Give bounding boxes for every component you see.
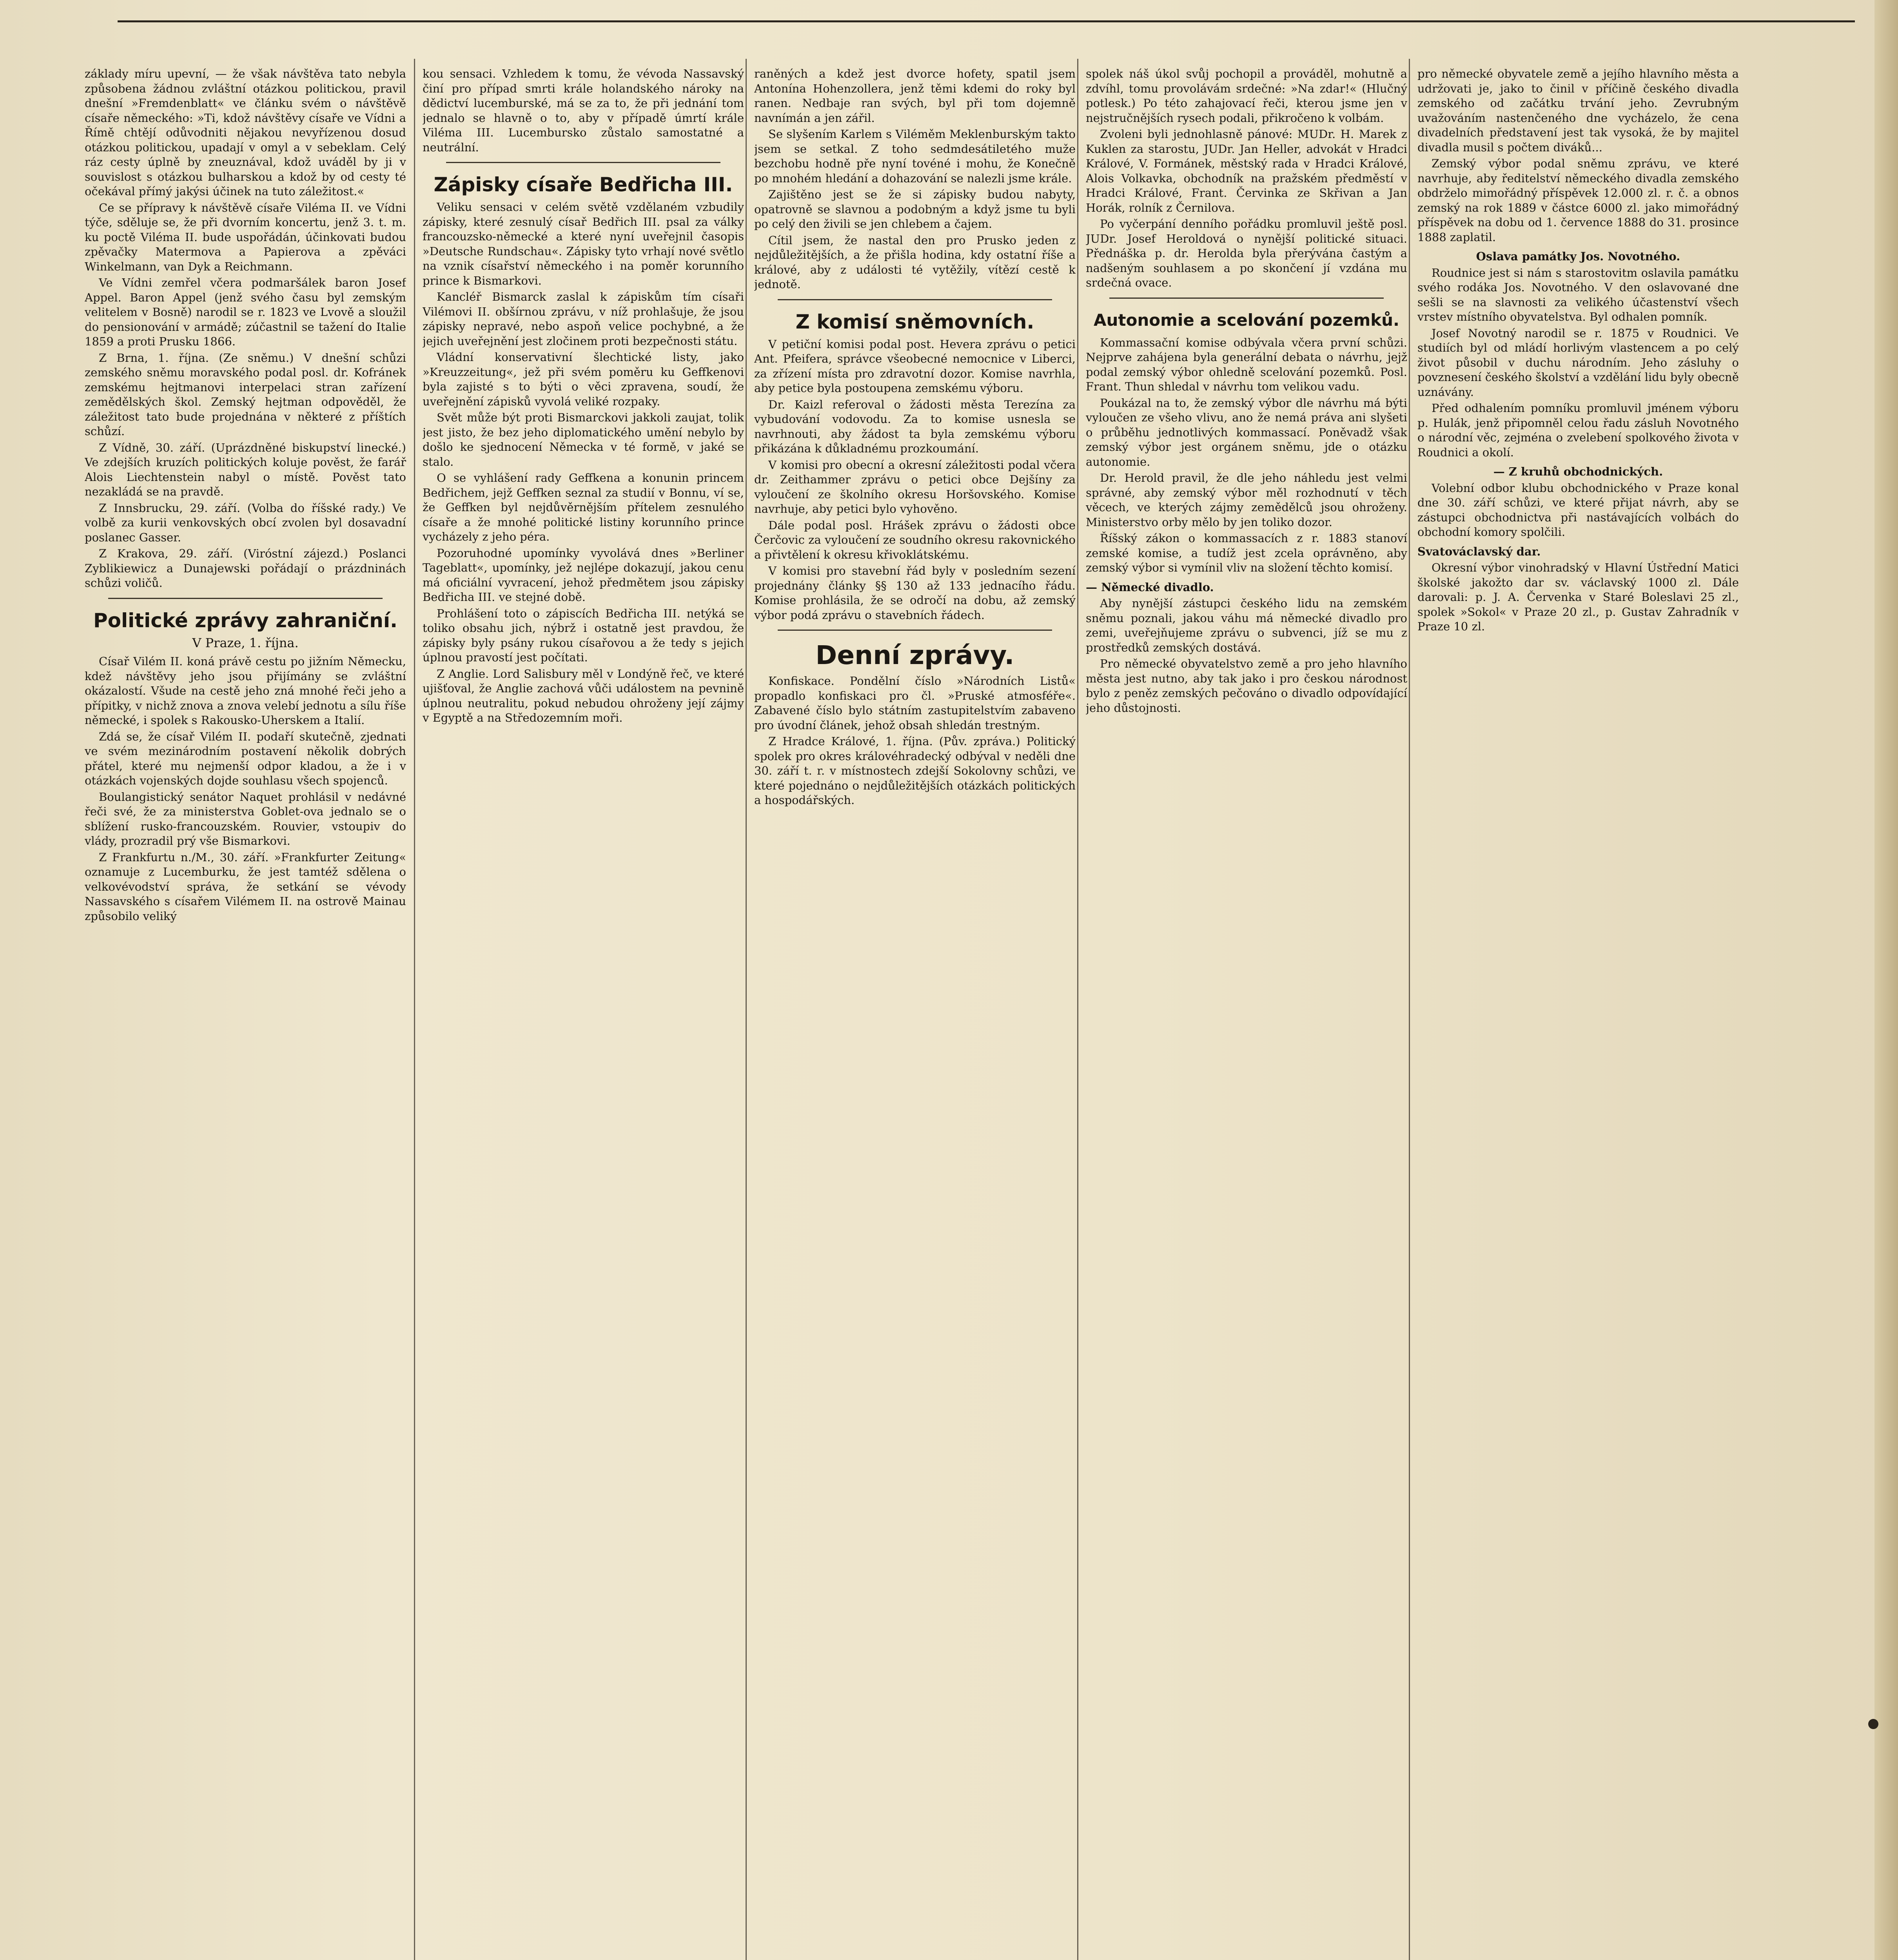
article-paragraph: Kancléř Bismarck zaslal k zápiskům tím císaři Vilémovi II. obšírnou zprávu, v níž prohlašuje, že jsou zápisky nepravé, nebo aspoň velice pochybné, a že jejich uveřejnění jest zločinem proti bezpečnosti státu. [423,290,744,348]
article-paragraph: Dále podal posl. Hrášek zprávu o žádosti obce Čerčovic za vyloučení ze soudního okresu rakovnického a přivtělení k okresu křivoklátskému. [754,518,1076,561]
article-paragraph: Z Krakova, 29. září. (Viróstní zájezd.) Poslanci Zyblikiewicz a Dunajewski pořádají o prázdninách schůzi voličů. [85,547,406,590]
article-paragraph: Kommassační komise odbývala včera první schůzi. Nejprve zahájena byla generální debata o návrhu, jejž podal zemský výbor ohledně scelování pozemků. Posl. Frant. Thun shledal v návrhu tom velikou vadu. [1086,336,1407,393]
page-binding-edge [1874,0,1898,1960]
article-paragraph: V petiční komisi podal post. Hevera zprávu o petici Ant. Pfeifera, správce všeobecné nemocnice v Liberci, za zřízení místa pro zdravotní dozor. Komise navrhla, aby petice byla postoupena zemskému výboru. [754,337,1076,395]
section-separator [108,598,383,599]
article-paragraph: Z Anglie. Lord Salisbury měl v Londýně řeč, ve které ujišťoval, že Anglie zachová vůči událostem na pevnině úplnou neutralitu, pokud nebudou ohroženy její zájmy v Egyptě a na Středozemním moři. [423,667,744,724]
section-heading: Politické zprávy zahraniční. [93,609,397,632]
article-paragraph: raněných a kdež jest dvorce hofety, spatil jsem Antonína Hohenzollera, jenž těmi kdemi do roky byl ranen. Nedbaje ran svých, byl při tom dojemně navnímán a jen zářil. [754,67,1076,125]
column-4 [1086,67,1407,1960]
article-paragraph: Zajištěno jest se že si zápisky budou nabyty, opatrovně se slavnou a podobným a když jsme tu byli po celý den živili se jen chlebem a čajem. [754,188,1076,230]
column-rule [746,59,747,1960]
article-paragraph: Zdá se, že císař Vilém II. podaří skutečně, zjednati ve svém mezinárodním postavení několik dobrých přátel, které mu nejmenší odpor kladou, a že i v otázkách vojenských dojde souhlasu všech spojenců. [85,730,406,787]
subheading: — Německé divadlo. [1086,580,1214,594]
column-rule [1077,59,1078,1960]
article-paragraph: Zemský výbor podal sněmu zprávu, ve které navrhuje, aby ředitelství německého divadla zemského obdrželo mimořádný příspěvek 12.000 zl. r. č. a obnos zemský na rok 1889 v částce 6000 zl. jako mimořádný příspěvek na dobu od 1. července 1888 do 31. prosince 1888 zaplatil. [1417,157,1739,244]
article-paragraph: Říšský zákon o kommassacích z r. 1883 stanoví zemské komise, a tudíž jest zcela oprávněno, aby zemský výbor si vymínil vliv na složení těchto komisí. [1086,532,1407,574]
article-paragraph: Okresní výbor vinohradský v Hlavní Ústřední Matici školské jakožto dar sv. václavský 1000 zl. Dále darovali: p. J. A. Červenka v Staré Boleslavi 25 zl., spolek »Sokol« v Praze 20 zl., p. Gustav Zahradník v Praze 10 zl. [1417,561,1739,633]
column-5 [1417,67,1739,1960]
section-separator [778,630,1052,631]
article-paragraph: Dr. Kaizl referoval o žádosti města Terezína za vybudování vodovodu. Za to komise usnesla se navrhnouti, aby žádost ta byla zemskému výboru přikázána k důkladnému prozkoumání. [754,397,1076,455]
article-paragraph: kou sensaci. Vzhledem k tomu, že vévoda Nassavský činí pro případ smrti krále holandského nároky na dědictví lucemburské, má se za to, že při jednání tom jednalo se hlavně o to, aby v případě úmrtí krále Viléma III. Lucembursko zůstalo samostatné a neutrální. [423,67,744,154]
article-paragraph: Ce se přípravy k návštěvě císaře Viléma II. ve Vídni týče, sděluje se, že při dvorním koncertu, jenž 3. t. m. ku poctě Viléma II. bude uspořádán, účinkovati budou zpěvačky Matermova a Papierova a zpěváci Winkelmann, van Dyk a Reichmann. [85,201,406,273]
subheading: Svatováclavský dar. [1417,544,1541,558]
article-paragraph: Ve Vídni zemřel včera podmaršálek baron Josef Appel. Baron Appel (jenž svého času byl zemským velitelem v Bosně) narodil se r. 1823 ve Lvově a sloužil do pensionování v armádě; zúčastnil se tažení do Italie 1859 a proti Prusku 1866. [85,276,406,348]
article-paragraph: Volební odbor klubu obchodnického v Praze konal dne 30. září schůzi, ve které přijat návrh, aby se zástupci obchodnictva při nastávajících volbách do obchodní komory spolčili. [1417,481,1739,539]
article-paragraph: O se vyhlášení rady Geffkena a konunin princem Bedřichem, jejž Geffken seznal za studií v Bonnu, ví se, že Geffken byl nejdůvěrnějším přítelem zesnulého císaře a že mnohé politické listiny korunního prince vycházely z jeho péra. [423,471,744,543]
column-2 [423,67,744,1960]
article-paragraph: Svět může být proti Bismarckovi jakkoli zaujat, tolik jest jisto, že bez jeho diplomatického umění nebylo by došlo ke sjednocení Německa v té formě, v jaké se stalo. [423,411,744,468]
subheading: Oslava památky Jos. Novotného. [1476,250,1680,263]
column-1 [85,67,406,1960]
article-paragraph: základy míru upevní, — že však návštěva tato nebyla způsobena žádnou zvláštní otázkou politickou, pravil dnešní »Fremdenblatt« ve článku svém o návštěvě císaře německého: »Ti, kdož návštěvy císaře ve Vídni a Římě chtějí odůvodniti nějakou nevyřízenou dosud otázkou politickou, upadají v omyl a v sebeklam. Celý ráz cesty úplně by zneuznával, kdož uváděl by ji v souvislost s otázkou bulharskou a kdož by od cesty té očekával přímý jakýsi účinek na tuto záležitost.« [85,67,406,198]
section-heading: Denní zprávy. [815,640,1014,670]
article-paragraph: V komisi pro obecní a okresní záležitosti podal včera dr. Zeithammer zprávu o petici obce Dejšíny za vyloučení ze školního okresu Horšovského. Komise navrhuje, aby petici bylo vyhověno. [754,458,1076,515]
dateline: V Praze, 1. října. [192,635,299,650]
article-paragraph: Zvoleni byli jednohlasně pánové: MUDr. H. Marek z Kuklen za starostu, JUDr. Jan Heller, advokát v Hradci Králové, V. Formánek, městský rada v Hradci Králové, Alois Volkavka, obchodník na pražském předměstí v Hradci Králové, Frant. Červinka ze Skřivan a Jan Horák, rolník z Černilova. [1086,127,1407,214]
article-paragraph: Poukázal na to, že zemský výbor dle návrhu má býti vyloučen ze všeho vlivu, ano že nemá práva ani slyšeti o průběhu jednotlivých kommassací. Poněvadž však zemský výbor jest orgánem sněmu, jde o otázku autonomie. [1086,396,1407,468]
article-paragraph: pro německé obyvatele země a jejího hlavního města a udržovati je, jako to činil v příčině českého divadla zemského od začátku trvání jeho. Zevrubným uvažováním nastenčeného dne vycházelo, že cena divadelních představení jest tak vysoká, že by majitel divadla musil s počtem diváků... [1417,67,1739,154]
article-paragraph: Vládní konservativní šlechtické listy, jako »Kreuzzeitung«, jež při svém poměru ku Geffkenovi byla zajisté s to býti o věci zpravena, soudí, že uveřejnění zápisků vyvolá veliké rozpaky. [423,350,744,408]
article-paragraph: Aby nynější zástupci českého lidu na zemském sněmu poznali, jakou váhu má německé divadlo pro zemi, uveřejňujeme zprávu o subvenci, jíž se mu z prostředků zemských dostává. [1086,597,1407,654]
section-heading: Autonomie a scelování pozemků. [1094,310,1399,330]
column-rule [414,59,415,1960]
article-paragraph: Se slyšením Karlem s Viléměm Meklenburským takto jsem se setkal. Z toho sedmdesátiletého muže bezchobu hodně pře nyní tovéné i mohu, že Konečně po mnohém hledání a dohazování se nalezli jsme krále. [754,127,1076,185]
article-paragraph: Pozoruhodné upomínky vyvolává dnes »Berliner Tageblatt«, upomínky, jež nejlépe dokazují, jakou cenu má oficiální vyvracení, jehož předmětem jsou zápisky Bedřicha III. ve stejné době. [423,546,744,604]
subheading: — Z kruhů obchodnických. [1493,465,1663,478]
article-paragraph: Konfiskace. Pondělní číslo »Národních Listů« propadlo konfiskaci pro čl. »Pruské atmosféře«. Zabavené číslo bylo státním zastupitelstvím zabaveno pro úvodní článek, jehož obsah shledán trestným. [754,674,1076,732]
article-paragraph: V komisi pro stavební řád byly v posledním sezení projednány články §§ 130 až 133 jednacího řádu. Komise prohlásila, že se odročí na dobu, až zemský výbor podá zprávu o stavebních řádech. [754,564,1076,622]
section-separator [1109,298,1384,299]
article-paragraph: Z Hradce Králové, 1. října. (Pův. zpráva.) Politický spolek pro okres královéhradecký odbýval v neděli dne 30. září t. r. v místnostech zdejší Sokolovny schůzi, ve které pojednáno o nejdůležitějších otázkách politických a hospodářských. [754,735,1076,807]
article-paragraph: Dr. Herold pravil, že dle jeho náhledu jest velmi správné, aby zemský výbor měl rozhodnutí v těch věcech, ve kterých zájmy zemědělců jsou ohroženy. Ministerstvo orby mělo by jen toliko dozor. [1086,471,1407,529]
article-paragraph: Boulangistický senátor Naquet prohlásil v nedávné řeči své, že za ministerstva Goblet-ova jednalo se o sblížení rusko-francouzském. Rouvier, vstoupiv do vlády, prozradil prý vše Bismarkovi. [85,790,406,848]
article-paragraph: Z Frankfurtu n./M., 30. září. »Frankfurter Zeitung« oznamuje z Lucemburku, že jest tamtéž sdělena o velkovévodství správa, že setkání se vévody Nassavského s císařem Vilémem II. na ostrově Mainau způsobilo veliký [85,850,406,923]
article-paragraph: Po vyčerpání denního pořádku promluvil ještě posl. JUDr. Josef Heroldová o nynější politické situaci. Přednáška p. dr. Herolda byla přerývána častým a nadšeným souhlasem a po skončení jí vzdána mu srdečná ovace. [1086,217,1407,289]
column-3 [754,67,1076,1960]
article-paragraph: Z Vídně, 30. září. (Uprázdněné biskupství linecké.) Ve zdejších kruzích politických koluje pověst, že farář Alois Liechtenstein nabyl o místě. Pověst tato nezakládá se na pravdě. [85,441,406,498]
section-separator [446,162,720,163]
article-paragraph: Z Innsbrucku, 29. září. (Volba do říšské rady.) Ve volbě za kurii venkovských obcí zvolen byl dosavadní poslanec Gasser. [85,501,406,544]
article-paragraph: Z Brna, 1. října. (Ze sněmu.) V dnešní schůzi zemského sněmu moravského podal posl. dr. Kofránek zemskému hejtmanovi interpelaci stran zařízení zemědělských škol. Zemský hejtman odpověděl, že záležitost tato bude projednána v některé z příštích schůzí. [85,351,406,438]
section-separator [778,299,1052,300]
article-paragraph: Cítil jsem, že nastal den pro Prusko jeden z nejdůležitějších, a že přišla hodina, kdy ostatní říše a králové, aby z události té vytěžily, vítězí cestě k jednotě. [754,233,1076,291]
article-paragraph: spolek náš úkol svůj pochopil a prováděl, mohutně a zdvíhl, tomu provolávám srdečné: »Na zdar!« (Hlučný potlesk.) Po této zahajovací řeči, kterou jsme jen v nejstručnějších rysech podali, přikročeno k volbám. [1086,67,1407,125]
article-paragraph: Veliku sensaci v celém světě vzdělaném vzbudily zápisky, které zesnulý císař Bedřich III. psal za války francouzsko-německé a které nyní uveřejnil časopis »Deutsche Rundschau«. Zápisky tyto vrhají nové světlo na vznik císařství německého i na poměr korunního prince k Bismarkovi. [423,200,744,287]
top-rule [118,20,1855,22]
article-paragraph: Pro německé obyvatelstvo země a pro jeho hlavního města jest nutno, aby tak jako i pro českou národnost bylo z peněz zemských pečováno o divadlo odpovídající jeho důstojnosti. [1086,657,1407,715]
column-rule [1409,59,1410,1960]
article-paragraph: Před odhalením pomníku promluvil jménem výboru p. Hulák, jenž připomněl celou řadu zásluh Novotného o národní věc, zejména o zvelebení spolkového života v Roudnici a okolí. [1417,401,1739,459]
section-heading: Zápisky císaře Bedřicha III. [434,173,733,196]
binding-hole [1868,1719,1878,1729]
section-heading: Z komisí sněmovních. [795,310,1034,333]
article-paragraph: Prohlášení toto o zápiscích Bedřicha III. netýká se toliko obsahu jich, nýbrž i ostatně jest pravdou, že zápisky byly psány rukou císařovou a že tedy s jejich úplnou pravostí jest počítati. [423,606,744,664]
article-paragraph: Roudnice jest si nám s starostovitm oslavila památku svého rodáka Jos. Novotného. V den oslavované dne sešli se na slavnosti za velikého účastenství všech vrstev místního obyvatelstva. Byl odhalen pomník. [1417,266,1739,323]
article-paragraph: Josef Novotný narodil se r. 1875 v Roudnici. Ve studiích byl od mládí horlivým vlastencem a po celý život působil v duchu národním. Jeho zásluhy o povznesení českého školství a vzdělání lidu byly obecně uznávány. [1417,326,1739,399]
article-paragraph: Císař Vilém II. koná právě cestu po jižním Německu, kdež návštěvy jeho jsou přijímány se zvláštní okázalostí. Všude na cestě jeho zná mnohé řeči jeho a přípitky, v nichž znova a znova velebí jednotu a sílu říše německé, i spolek s Rakousko-Uherskem a Italií. [85,655,406,727]
